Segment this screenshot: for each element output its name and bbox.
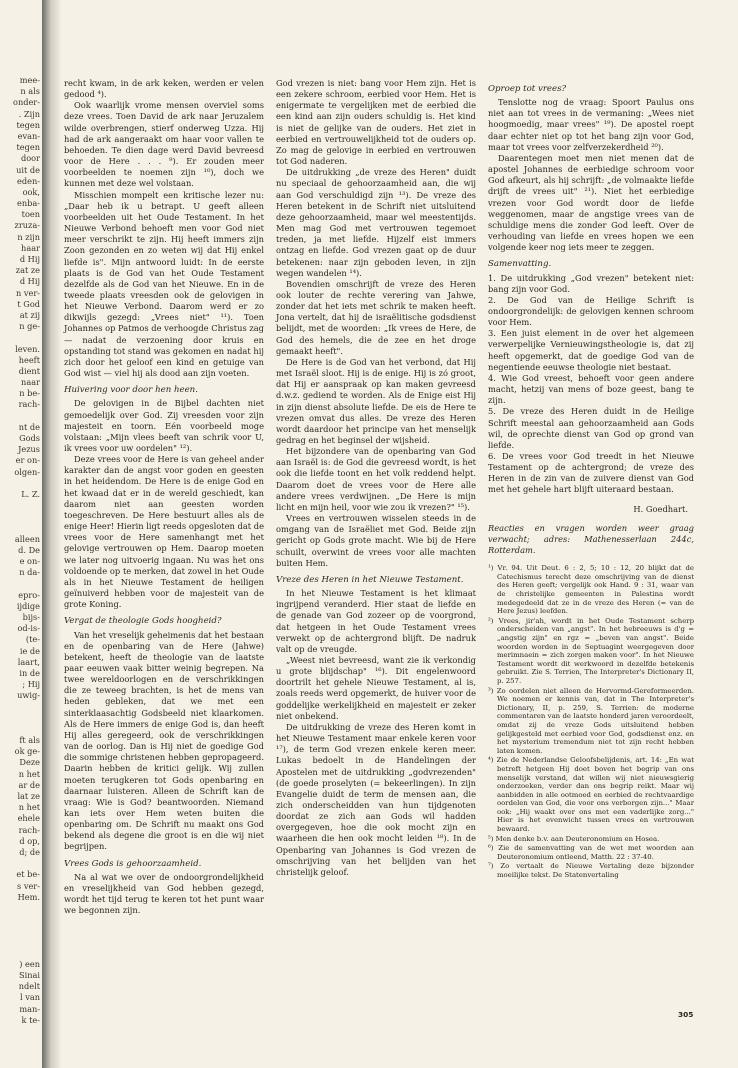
article-column-3 [488,78,694,1018]
edge-text-line: evan- [17,130,40,141]
paragraph: In het Nieuwe Testament is het klimaat ingrijpend veranderd. Hier staat de liefde en de genade van God zozeer op de voorgrond, dat hetgeen in het Oude Testament vrees verwekt op de achtergrond blijft. De nadruk valt op de vreugde. [276,588,476,654]
edge-text-line: dient [18,365,40,376]
edge-text-line: ; Hij [22,679,40,690]
edge-text-line: Gods [19,433,40,443]
edge-text-line: ar de [18,779,40,790]
footnote: ¹) Vr. 94. Uit Deut. 6 : 2, 5; 10 : 12, 20 blijkt dat de Catechismus terecht deze omschrijving van de dienst des Heren geeft; vergelijk ook Hand. 9 : 31, waar van de christelijke gemeenten in Palestina wordt medegedeeld dat ze in de vreze des Heren (= van de Here Jezus) leefden. [488,564,694,616]
edge-text-line: d Hij [19,254,40,264]
edge-text-line: ook, [22,186,40,197]
edge-text-line [0,903,40,914]
paragraph: De uitdrukking „de vreze des Heren" duidt nu speciaal de gehoorzaamheid aan, die wij aan God verschuldigd zijn ¹³). De vreze des Heren betekent in de Schrift niet uitsluitend deze gehoorzaamheid, maar wel meestentijds. Men mag God met vertrouwen tegemoet treden, ja met liefde. Hijzelf eist immers ontzag en liefde. God vrezen gaat op de duur betekenen: naar zijn geboden leven, in zijn wegen wandelen ¹⁴). [276,167,476,278]
edge-text-line: ehele [17,813,40,824]
edge-text-line: ie de [19,645,40,656]
edge-text-line [0,858,40,869]
edge-text-line [0,914,40,925]
edge-text-line [0,500,40,511]
edge-text-line [0,511,40,522]
edge-text-line: leven. [15,343,40,354]
edge-text-line: od-is- [17,623,40,634]
book-gutter-shadow [42,0,62,1068]
column-3-body [488,84,694,271]
edge-text-line [0,936,40,947]
summary-list [488,273,694,496]
edge-text-line: (te- [25,634,40,645]
footnote: ⁵) Men denke b.v. aan Deuteronomium en Hosea. [488,834,660,843]
section-heading: Huivering voor door hen heen. [64,385,198,396]
edge-text-line: uwig- [17,690,40,701]
edge-text-line: lat ze [17,791,40,801]
paragraph: Na al wat we over de ondoorgrondelijkheid en vreselijkheid van God hebben gezegd, wordt het tijd terug te keren tot het punt waar we begonnen zijn. [64,871,264,916]
paragraph: De uitdrukking de vreze des Heren komt in het Nieuwe Testament maar enkele keren voor ¹⁷), de term God vrezen enkele keren meer. Lukas bedoelt in de Handelingen der Apostelen met de uitdrukking „godvrezenden" (de goede proselyten (= bekeerlingen). In zijn Evangelie duidt de term de mensen aan, die zich onderscheidden van hun tijdgenoten doordat ze zich aan Gods wil hadden overgegeven, hoe die ook mocht zijn en waarheen die hen ook mocht leiden ¹⁸). In de Openbaring van Johannes is God vrezen de omschrijving van het belijden van het christelijk geloof. [276,721,476,877]
paragraph: Misschien mompelt een kritische lezer nu: „Daar heb ik u betrapt. U geeft alleen voorbeelden uit het Oude Testament. In het Nieuwe Verbond behoeft men voor God niet meer verschrikt te zijn. Hij heeft immers zijn Zoon gezonden en zo weten wij dat Hij enkel liefde is". Mijn antwoord luidt: In de eerste plaats is de God van het Oude Testament dezelfde als de God van het Nieuwe. En in de tweede plaats vreesden ook de gelovigen in het Nieuwe Verbond. Daarom werd er zo dikwijls gezegd: „Vrees niet" ¹¹). Toen Johannes op Patmos de verhoogde Christus zag — nadat de verzoening door kruis en opstanding tot stand was gekomen en nadat hij zich door het geloof een kind en getuige van God wist — viel hij als dood aan zijn voeten. [64,189,264,379]
author-signature: H. Goedhart. [633,503,688,514]
edge-text-line [0,713,40,724]
edge-text-line: n be- [19,388,40,399]
paragraph: Het bijzondere van de openbaring van God aan Israël is: de God die gevreesd wordt, is het ook die liefde toont en het volk reddend helpt. Daarom doet de vrees voor de Here alle andere vrees verdwijnen. „De Here is mijn licht en mijn heil, voor wie zou ik vrezen?" ¹⁵). [276,446,476,512]
edge-text-line: n als [20,86,40,97]
section-heading: Vergat de theologie Gods hoogheid? [64,616,222,627]
edge-text-line: ) een [19,958,40,969]
edge-text-line: alleen [14,533,40,544]
edge-text-line: haar [21,242,40,253]
paragraph: „Weest niet bevreesd, want zie ik verkondig u grote blijdschap" ¹⁶). Dit engelenwoord doortrilt het gehele Nieuwe Testament, al is, zoals reeds werd opgemerkt, de huiver voor de goddelijke werkelijkheid en majesteit er zeker niet onbekend. [276,654,476,721]
edge-text-line: n ge- [19,321,40,332]
edge-text-line: zruza- [14,220,40,231]
edge-text-line: n zijn [17,231,40,242]
section-heading: Vrees Gods is gehoorzaamheid. [64,858,202,869]
edge-text-line: d Hij [19,276,40,287]
paragraph: God vrezen is niet: bang voor Hem zijn. Het is een zekere schroom, eerbied voor Hem. Het is enigermate te vergelijken met de eerbied die een kind aan zijn ouders schuldig is. Het kind is niet de gelijke van de ouders. Het ziet in eerbied en vertrouwelijkheid tot de ouders op. Zo mag de gelovige in eerbied en vertrouwen tot God naderen. [276,78,476,167]
edge-text-line: heeft [18,354,40,365]
edge-text-line: l van [19,992,40,1003]
edge-text-line: enba- [16,198,40,209]
footnote: ⁷) Zo vertaalt de Nieuwe Vertaling deze bijzonder moeilijke tekst. De Statenvertaling [488,862,694,880]
paragraph: De Here is de God van het verbond, dat Hij met Israël sloot. Hij is de enige. Hij is zó groot, dat Hij er aanspraak op kan maken gevreesd d.w.z. gediend te worden. Als de Enige eist Hij in zijn dienst absolute liefde. De eis de Here te vrezen omvat dus alles. De vreze des Heren wordt daardoor het principe van het menselijk gedrag en het beginsel der wijsheid. [276,356,476,445]
edge-text-line: k te- [21,1014,40,1025]
edge-text-line [0,578,40,589]
paragraph: Deze vrees voor de Here is van geheel ander karakter dan de angst voor goden en geesten in het heidendom. De Here is de enige God en het kwaad dat er in de wereld geschiedt, kan daarom niet aan geesten worden toegeschreven. De Here bestuurt alles als de enige Heer! Hierin ligt reeds opgesloten dat de vrees voor de Here samenhangt met het gelovige vertrouwen op Hem. Daarop moeten we later nog uitvoerig ingaan. Nu was het ons voldoende op te merken, dat zowel in het Oude als in het Nieuwe Testament de heiligen geïnuiverd hebben voor de majesteit van de grote Koning. [64,454,264,610]
edge-text-line: tegen [16,142,40,153]
paragraph: recht kwam, in de ark keken, werden er velen gedood ⁴). [64,78,264,100]
edge-text-line: Deze [19,757,40,768]
edge-text-line [0,948,40,959]
edge-text-line: nt de [18,421,40,432]
previous-page-edge-text [0,75,40,1025]
edge-text-line: eden- [17,175,40,186]
section-heading: Vreze des Heren in het Nieuwe Testament. [276,574,464,585]
summary-item: 5. De vreze des Heren duidt in de Heilige Schrift meestal aan gehoorzaamheid aan Gods wil, de oprechte dienst van God op grond van liefde. [488,406,694,450]
edge-text-line [0,925,40,936]
paragraph: Bovendien omschrijft de vreze des Heren ook louter de rechte verering van Jahwe, zonder dat het iets met schrik te maken heeft. Jona vertelt, dat hij de israëlitische godsdienst belijdt, met de woorden: „Ik vrees de Here, de God des hemels, die de zee en het droge gemaakt heeft". [276,278,476,356]
article-column-1 [64,78,264,1008]
edge-text-line: onder- [13,97,40,108]
edge-text-line [0,724,40,735]
edge-text-line: uit de [16,164,40,175]
summary-item: 2. De God van de Heilige Schrift is ondoorgrondelijk: de gelovigen kennen schroom voor Hem. [488,294,694,328]
summary-item: 3. Een juist element in de over het algemeen verwerpelijke Vernieuwingstheologie is, dat zij heeft opgemerkt, dat de goedige God van de negentiende eeuwse theologie niet bestaat. [488,328,694,372]
paragraph: Van het vreselijk geheimenis dat het bestaan en de openbaring van de Here (Jahwe) betekent, heeft de theologie van de laatste paar eeuwen vaak bitter weinig begrepen. Na twee wereldoorlogen en de verschrikkingen die ze teweeg brachten, is het de mens van heden gebleken, dat we met een sinterklaasachtig Godsbeeld niet klaarkomen. Als de Here immers de enige God is, dan heeft Hij alles geregeerd, ook de verschrikkingen van de oorlog. Dan is Hij niet de goedige God die sommige christenen hebben gepropageerd. Daarin hebben de kritici gelijk. Wij zullen moeten terugkeren tot Gods openbaring en daarnaar luisteren. Alleen de Schrift kan de vraag: Wie is God? beantwoorden. Niemand kan iets over Hem weten buiten die openbaring om. De Schrift nu maakt ons God bekend als degene die groot is en die wij niet begrijpen. [64,629,264,852]
edge-text-line: epro- [18,589,40,600]
edge-text-line: at zij [19,309,40,320]
edge-text-line: laart, [17,656,40,667]
paragraph: De gelovigen in de Bijbel dachten niet gemoedelijk over God. Zij vreesden voor zijn majesteit en toorn. Eén voorbeeld moge volstaan: „Mijn vlees beeft van schrik voor U, ik vrees voor uw oordelen" ¹²). [64,398,264,453]
edge-text-line: mee- [19,75,40,85]
edge-text-line [0,332,40,343]
paragraph: Ook waarlijk vrome mensen overviel soms deze vrees. Toen David de ark naar Jeruzalem wilde overbrengen, stierf onderweg Uzza. Hij had de ark aangeraakt om haar voor vallen te behoeden. Te dien dage werd David bevreesd voor de Here . . . ⁹). Er zouden meer voorbeelden te noemen zijn ¹⁰), doch we kunnen met deze wel volstaan. [64,100,264,189]
edge-text-line: ndelt [18,981,40,992]
footnote: ³) Zo oordelen niet alleen de Hervormd-Gereformeerden. We noemen er kennis van, dat in The Interpreter's Dictionary, II, p. 259, S. Terrien: de moderne commentaren van de laatste honderd jaren veroordeelt, omdat zij de vreze Gods uitsluitend hebben gelijkgesteld met eerbied voor God, godsdienst enz. en het mysterium tremendum niet tot zijn recht hebben laten komen. [488,686,694,755]
edge-text-line: ok ge- [14,746,40,757]
paragraph: Vrees en vertrouwen wisselen steeds in de omgang van de Israëliet met God. Beide zijn gericht op Gods grote macht. Wie bij de Here schuilt, overwint de vrees voor alle machten buiten Hem. [276,513,476,568]
edge-text-line: e on- [19,556,40,567]
footnote: ⁴) Zie de Nederlandse Geloofsbelijdenis, art. 14: „En wat betreft hetgeen Hij doet boven het begrip van ons menselijk verstand, dat willen wij niet nieuwsgierig onderzoeken, verder dan ons begrip reikt. Maar wij aanbidden in alle ootmoed en eerbied de rechtvaardige oordelen van God, die voor ons verborgen zijn..." Maar ook: „Hij waakt over ons met een vaderlijke zorg..." Hier is het evenwicht tussen vrees en vertrouwen bewaard. [488,756,694,834]
summary-item: 1. De uitdrukking „God vrezen" betekent niet: bang zijn voor God. [488,272,694,294]
edge-text-line: n da- [19,567,40,578]
edge-text-line: olgen- [14,466,40,477]
paragraph: Daarentegen moet men niet menen dat de apostel Johannes de eerbiedige schroom voor God afkeurt, als hij schrijft: „de volmaakte liefde drijft de vrees uit" ²¹). Niet het eerbiedige vrezen voor God wordt door de liefde weggenomen, maar de angstige vrees van de schuldige mens die zonder God leeft. Over de verhouding van liefde en vrees hopen we een volgende keer nog iets meer te zeggen. [488,152,694,253]
edge-text-line: bijs- [22,612,40,622]
edge-text-line: Sinai [18,970,40,980]
edge-text-line [0,478,40,489]
edge-text-line: rach- [18,824,40,835]
edge-text-line [0,411,40,422]
page-number: 305 [678,1010,694,1019]
edge-text-line: door [20,153,40,164]
edge-text-line: n het [18,802,40,813]
edge-text-line: L. Z. [21,488,40,499]
edge-text-line: ft als [19,735,40,746]
section-heading: Oproep tot vrees? [488,84,567,94]
edge-text-line: er on- [15,455,40,466]
footnote: ⁶) Zie de samenvatting van de wet met woorden aan Deuteronomium ontleend, Matth. 22 : 37-40. [488,844,694,861]
edge-text-line: d. De [18,544,40,555]
paragraph: Tenslotte nog de vraag: Spoort Paulus ons niet aan tot vrees in de vermaning: „Wees niet hoogmoedig, maar vrees" ¹⁹). De apostel roept daar echter niet op tot het bang zijn voor God, maar tot vrees voor zelfverzekerdheid ²⁰). [488,97,694,152]
section-heading: Samenvatting. [488,259,552,270]
edge-text-line: rach- [18,399,40,410]
summary-item: 6. De vrees voor God treedt in het Nieuwe Testament op de achtergrond; de vreze des Heren in de zin van de zuivere dienst van God met het gehele hart blijft uiteraard bestaan. [488,451,694,495]
edge-text-line [0,702,40,713]
edge-text-line: s ver- [17,880,40,891]
edge-text-line: naar [21,377,40,388]
contact-address: Reacties en vragen worden weer graag verwacht; adres: Mathenesserlaan 244c, Rotterdam. [488,522,694,556]
edge-text-line: zat ze [15,265,40,276]
edge-text-line [0,523,40,534]
edge-text-line: man- [19,1003,40,1014]
footnote: ²) Vrees, jir'ah, wordt in het Oude Testament scherp onderscheiden van „angst". In het hebreeuws is d'g = „angstig zijn" en rgz = „beven van angst". Beide woorden worden in de Septuagint weergegeven door merimnaein = zich zorgen maken voor". In het Nieuwe Testament wordt dit werkwoord in dezelfde betekenis gebruikt. Zie S. Terrien, The Interpreter's Dictionary II, p. 257. [488,616,694,685]
edge-text-line: n ver- [15,287,40,298]
edge-text-line: tegen [16,119,40,130]
footnotes [488,564,694,879]
edge-text-line: d; de [19,846,40,857]
edge-text-line: et be- [16,869,40,880]
edge-text-line: Jezus [18,444,40,455]
edge-text-line: n het [18,768,40,779]
edge-text-line: . Zijn [18,108,40,119]
article-column-2 [276,78,476,1008]
edge-text-line: Hem. [17,891,40,902]
edge-text-line: d op, [19,835,40,846]
edge-text-line: ijdige [16,600,40,611]
summary-item: 4. Wie God vreest, behoeft voor geen andere macht, hetzij van mens of boze geest, bang te zijn. [488,372,694,406]
edge-text-line: t God [17,298,40,309]
edge-text-line: in de [19,667,40,678]
edge-text-line: toen [21,209,40,220]
